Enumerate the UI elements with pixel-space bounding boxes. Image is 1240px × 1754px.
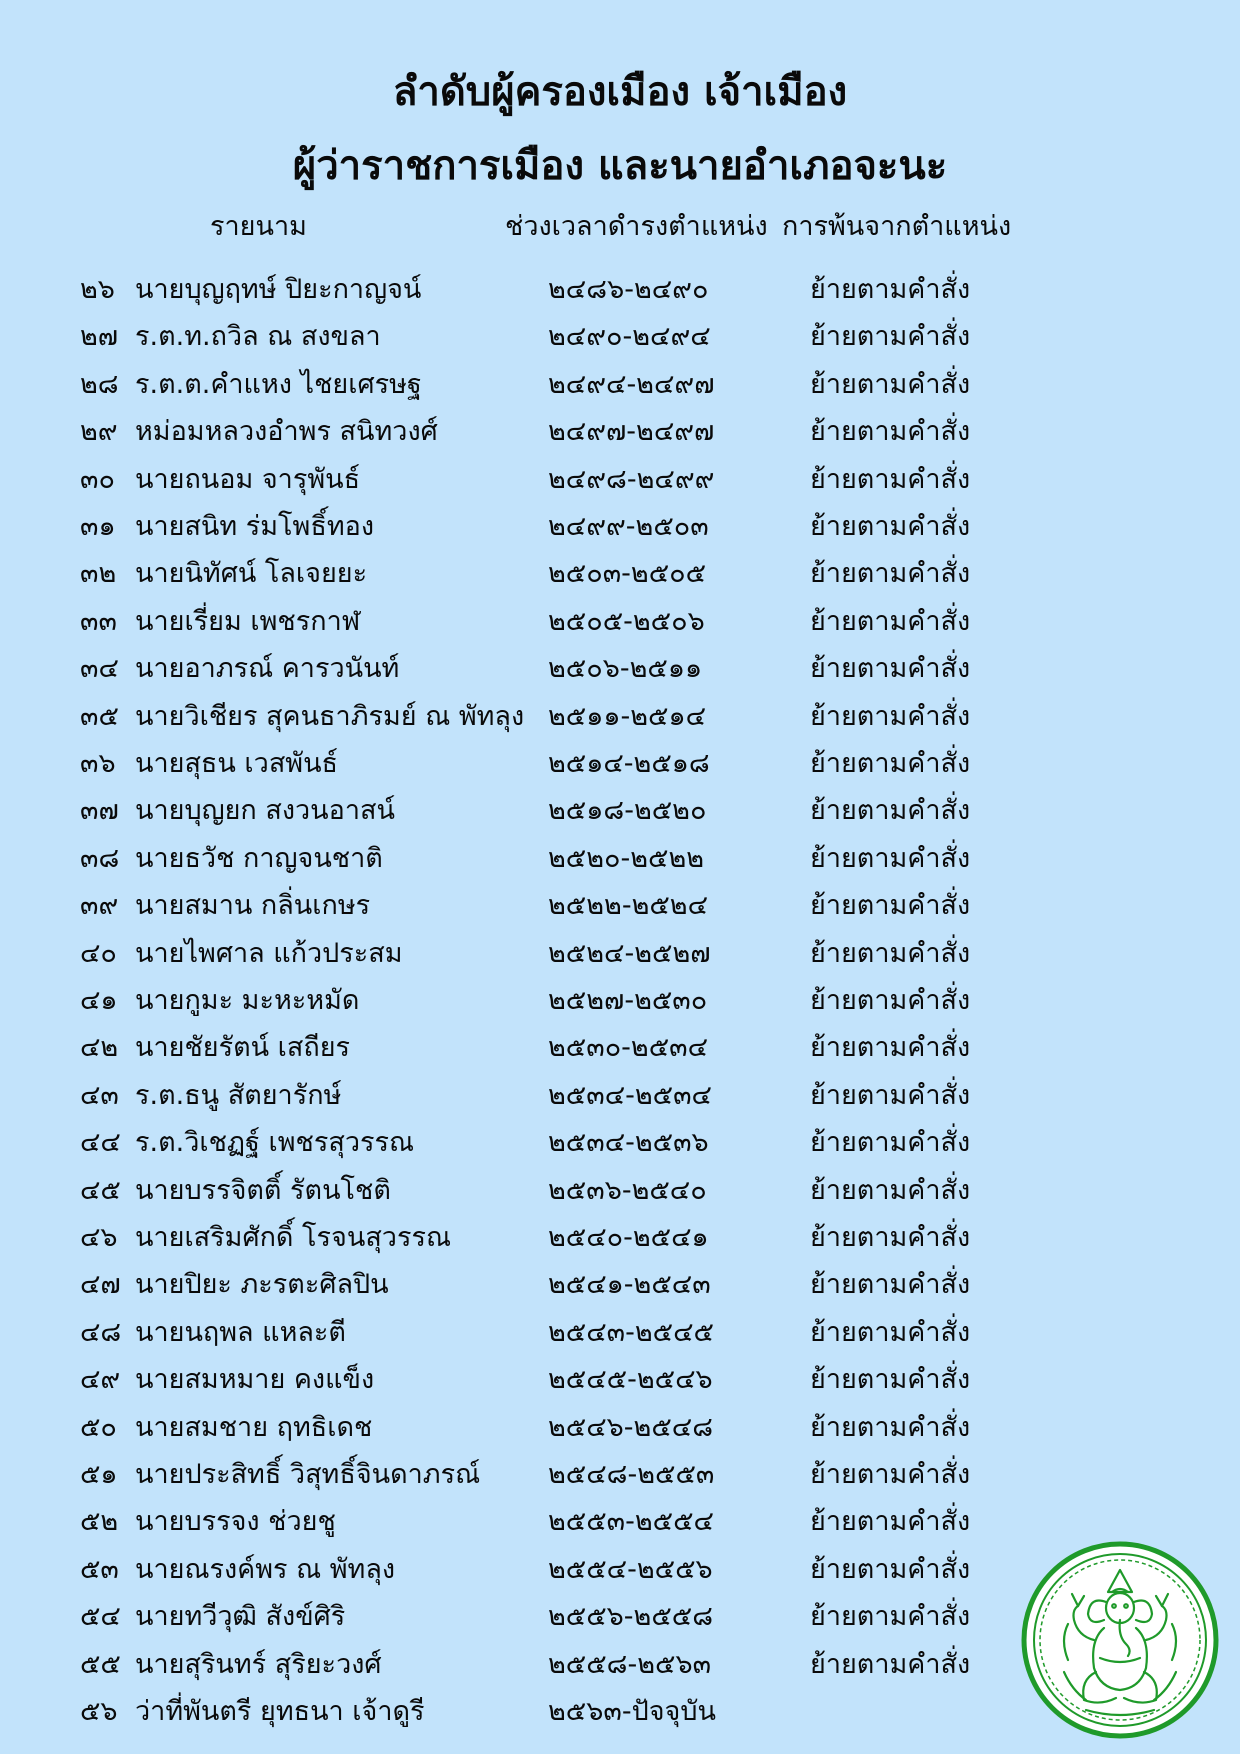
official-name: นายกูมะ มะหะหมัด bbox=[135, 985, 360, 1016]
end-reason: ย้ายตามคำสั่ง bbox=[810, 748, 971, 779]
official-name: นายสมาน กลิ่นเกษร bbox=[135, 890, 371, 922]
list-item bbox=[0, 1313, 1240, 1353]
row-number: ๕๕ bbox=[80, 1648, 121, 1680]
row-number: ๔๙ bbox=[80, 1364, 121, 1396]
row-number: ๓๓ bbox=[80, 605, 117, 637]
end-reason: ย้ายตามคำสั่ง bbox=[810, 558, 971, 590]
official-name: นายชัยรัตน์ เสถียร bbox=[135, 1032, 351, 1064]
list-item bbox=[0, 554, 1240, 594]
row-number: ๒๙ bbox=[80, 416, 118, 448]
list-item bbox=[0, 507, 1240, 547]
column-header-name: รายนาม bbox=[210, 211, 307, 242]
official-name: นายปิยะ ภะรตะศิลปิน bbox=[135, 1269, 389, 1301]
official-name: นายเรี่ยม เพชรกาฬ bbox=[135, 605, 361, 637]
end-reason: ย้ายตามคำสั่ง bbox=[810, 1411, 971, 1443]
official-name: ร.ต.ต.คำแหง ไชยเศรษฐ bbox=[135, 368, 422, 400]
term-period: ๒๕๓๔-๒๕๓๔ bbox=[548, 1079, 712, 1111]
official-name: นายวิเชียร สุคนธาภิรมย์ ณ พัทลุง bbox=[135, 700, 525, 732]
term-period: ๒๕๔๘-๒๕๕๓ bbox=[548, 1459, 715, 1490]
page-title-line-1: ลำดับผู้ครองเมือง เจ้าเมือง bbox=[392, 69, 848, 115]
list-item bbox=[0, 1455, 1240, 1495]
end-reason: ย้ายตามคำสั่ง bbox=[810, 795, 971, 827]
term-period: ๒๕๕๓-๒๕๕๔ bbox=[548, 1506, 714, 1538]
term-period: ๒๕๔๑-๒๕๔๓ bbox=[548, 1269, 711, 1301]
end-reason: ย้ายตามคำสั่ง bbox=[810, 605, 971, 637]
row-number: ๔๖ bbox=[80, 1222, 118, 1253]
term-period: ๒๕๒๐-๒๕๒๒ bbox=[548, 842, 705, 874]
term-period: ๒๕๑๑-๒๕๑๔ bbox=[548, 700, 707, 732]
list-item bbox=[0, 697, 1240, 737]
row-number: ๕๑ bbox=[80, 1459, 118, 1490]
term-period: ๒๕๓๔-๒๕๓๖ bbox=[548, 1127, 709, 1159]
list-item bbox=[0, 365, 1240, 405]
official-name: ร.ต.ท.ถวิล ณ สงขลา bbox=[135, 321, 381, 353]
official-name: นายบรรจง ช่วยชู bbox=[135, 1506, 336, 1538]
list-item bbox=[0, 1123, 1240, 1163]
end-reason: ย้ายตามคำสั่ง bbox=[810, 700, 971, 732]
end-reason: ย้ายตามคำสั่ง bbox=[810, 416, 971, 448]
official-name: นายนิทัศน์ โลเจยยะ bbox=[135, 558, 368, 590]
list-item bbox=[0, 1502, 1240, 1542]
term-period: ๒๔๘๖-๒๔๙๐ bbox=[548, 274, 709, 305]
term-period: ๒๕๕๖-๒๕๕๘ bbox=[548, 1601, 714, 1633]
row-number: ๔๔ bbox=[80, 1127, 121, 1159]
row-number: ๔๑ bbox=[80, 985, 118, 1016]
term-period: ๒๕๖๓-ปัจจุบัน bbox=[548, 1696, 716, 1727]
term-period: ๒๕๔๕-๒๕๔๖ bbox=[548, 1364, 713, 1396]
column-header-period: ช่วงเวลาดำรงตำแหน่ง bbox=[505, 211, 768, 242]
official-name: นายบุญยก สงวนอาสน์ bbox=[135, 795, 395, 827]
official-name: นายไพศาล แก้วประสม bbox=[135, 937, 403, 969]
official-name: ว่าที่พันตรี ยุทธนา เจ้าดูรี bbox=[135, 1696, 425, 1727]
end-reason: ย้ายตามคำสั่ง bbox=[810, 1222, 971, 1253]
row-number: ๕๐ bbox=[80, 1411, 117, 1443]
list-item bbox=[0, 270, 1240, 310]
official-name: นายสุรินทร์ สุริยะวงศ์ bbox=[135, 1648, 382, 1680]
end-reason: ย้ายตามคำสั่ง bbox=[810, 274, 971, 305]
end-reason: ย้ายตามคำสั่ง bbox=[810, 1079, 971, 1111]
official-name: นายสนิท ร่มโพธิ์ทอง bbox=[135, 511, 375, 542]
row-number: ๒๖ bbox=[80, 274, 115, 305]
list-item bbox=[0, 412, 1240, 452]
row-number: ๔๗ bbox=[80, 1269, 121, 1301]
page-title-line-2: ผู้ว่าราชการเมือง และนายอำเภอจะนะ bbox=[292, 143, 948, 189]
row-number: ๓๒ bbox=[80, 558, 117, 590]
row-number: ๕๖ bbox=[80, 1696, 118, 1727]
official-name: นายบรรจิตติ์ รัตนโชติ bbox=[135, 1174, 391, 1206]
end-reason: ย้ายตามคำสั่ง bbox=[810, 511, 971, 542]
end-reason: ย้ายตามคำสั่ง bbox=[810, 321, 971, 353]
end-reason: ย้ายตามคำสั่ง bbox=[810, 842, 971, 874]
list-item bbox=[0, 1028, 1240, 1068]
row-number: ๓๕ bbox=[80, 700, 119, 732]
list-item bbox=[0, 886, 1240, 926]
official-name: ร.ต.วิเชฏฐ์ เพชรสุวรรณ bbox=[135, 1127, 415, 1159]
term-period: ๒๕๓๖-๒๕๔๐ bbox=[548, 1174, 707, 1206]
row-number: ๔๓ bbox=[80, 1079, 119, 1111]
end-reason: ย้ายตามคำสั่ง bbox=[810, 1032, 971, 1064]
official-name: นายบุญฤทษ์ ปิยะกาญจน์ bbox=[135, 274, 422, 305]
row-number: ๓๐ bbox=[80, 463, 115, 495]
row-number: ๒๘ bbox=[80, 368, 119, 400]
term-period: ๒๔๙๗-๒๔๙๗ bbox=[548, 416, 715, 448]
term-period: ๒๕๒๔-๒๕๒๗ bbox=[548, 937, 711, 969]
official-name: นายณรงค์พร ณ พัทลุง bbox=[135, 1553, 396, 1585]
list-item bbox=[0, 317, 1240, 357]
row-number: ๕๒ bbox=[80, 1506, 119, 1538]
end-reason: ย้ายตามคำสั่ง bbox=[810, 1601, 971, 1633]
end-reason: ย้ายตามคำสั่ง bbox=[810, 1459, 971, 1490]
list-item bbox=[0, 839, 1240, 879]
term-period: ๒๕๔๐-๒๕๔๑ bbox=[548, 1222, 709, 1253]
list-item bbox=[0, 1265, 1240, 1305]
list-item bbox=[0, 934, 1240, 974]
term-period: ๒๔๙๐-๒๔๙๔ bbox=[548, 321, 711, 353]
official-name: นายสุธน เวสพันธ์ bbox=[135, 748, 339, 779]
term-period: ๒๕๒๒-๒๕๒๔ bbox=[548, 890, 709, 922]
end-reason: ย้ายตามคำสั่ง bbox=[810, 1506, 971, 1538]
official-name: นายสมชาย ฤทธิเดช bbox=[135, 1411, 373, 1443]
term-period: ๒๔๙๙-๒๕๐๓ bbox=[548, 511, 709, 542]
list-item bbox=[0, 460, 1240, 500]
list-item bbox=[0, 981, 1240, 1021]
official-name: นายทวีวุฒิ สังข์ศิริ bbox=[135, 1601, 346, 1633]
row-number: ๔๕ bbox=[80, 1174, 121, 1206]
official-name: นายถนอม จารุพันธ์ bbox=[135, 463, 361, 495]
term-period: ๒๕๔๓-๒๕๔๕ bbox=[548, 1316, 714, 1348]
term-period: ๒๕๑๘-๒๕๒๐ bbox=[548, 795, 707, 827]
term-period: ๒๕๐๕-๒๕๐๖ bbox=[548, 605, 705, 637]
end-reason: ย้ายตามคำสั่ง bbox=[810, 653, 971, 685]
end-reason: ย้ายตามคำสั่ง bbox=[810, 368, 971, 400]
end-reason: ย้ายตามคำสั่ง bbox=[810, 890, 971, 922]
official-name: ร.ต.ธนู สัตยารักษ์ bbox=[135, 1079, 342, 1111]
end-reason: ย้ายตามคำสั่ง bbox=[810, 463, 971, 495]
ganesha-seal-icon bbox=[1020, 1540, 1220, 1740]
end-reason: ย้ายตามคำสั่ง bbox=[810, 1553, 971, 1585]
end-reason: ย้ายตามคำสั่ง bbox=[810, 1648, 971, 1680]
term-period: ๒๕๐๖-๒๕๑๑ bbox=[548, 653, 703, 685]
row-number: ๓๔ bbox=[80, 653, 119, 685]
row-number: ๔๒ bbox=[80, 1032, 119, 1064]
list-item bbox=[0, 791, 1240, 831]
row-number: ๕๓ bbox=[80, 1553, 119, 1585]
list-item bbox=[0, 649, 1240, 689]
official-name: นายสมหมาย คงแข็ง bbox=[135, 1364, 375, 1396]
row-number: ๕๔ bbox=[80, 1601, 121, 1633]
end-reason: ย้ายตามคำสั่ง bbox=[810, 1269, 971, 1301]
term-period: ๒๔๙๘-๒๔๙๙ bbox=[548, 463, 715, 495]
term-period: ๒๕๔๖-๒๕๔๘ bbox=[548, 1411, 714, 1443]
row-number: ๓๖ bbox=[80, 748, 116, 779]
official-name: นายนฤพล แหละตี bbox=[135, 1316, 346, 1348]
column-header-end: การพ้นจากตำแหน่ง bbox=[782, 211, 1012, 242]
end-reason: ย้ายตามคำสั่ง bbox=[810, 1364, 971, 1396]
official-name: หม่อมหลวงอำพร สนิทวงศ์ bbox=[135, 416, 438, 448]
row-number: ๒๗ bbox=[80, 321, 119, 353]
list-item bbox=[0, 1408, 1240, 1448]
row-number: ๓๗ bbox=[80, 795, 119, 827]
end-reason: ย้ายตามคำสั่ง bbox=[810, 1174, 971, 1206]
term-period: ๒๕๕๔-๒๕๕๖ bbox=[548, 1553, 713, 1585]
official-name: นายประสิทธิ์ วิสุทธิ์จินดาภรณ์ bbox=[135, 1459, 481, 1490]
end-reason: ย้ายตามคำสั่ง bbox=[810, 985, 971, 1016]
end-reason: ย้ายตามคำสั่ง bbox=[810, 1127, 971, 1159]
end-reason: ย้ายตามคำสั่ง bbox=[810, 937, 971, 969]
row-number: ๔๘ bbox=[80, 1316, 122, 1348]
list-item bbox=[0, 1218, 1240, 1258]
term-period: ๒๕๓๐-๒๕๓๔ bbox=[548, 1032, 709, 1064]
list-item bbox=[0, 1076, 1240, 1116]
end-reason: ย้ายตามคำสั่ง bbox=[810, 1316, 971, 1348]
term-period: ๒๕๕๘-๒๕๖๓ bbox=[548, 1648, 712, 1680]
row-number: ๓๙ bbox=[80, 890, 119, 922]
list-item bbox=[0, 744, 1240, 784]
term-period: ๒๕๐๓-๒๕๐๕ bbox=[548, 558, 707, 590]
official-name: นายอาภรณ์ คารวนันท์ bbox=[135, 653, 400, 685]
row-number: ๓๘ bbox=[80, 842, 120, 874]
term-period: ๒๔๙๔-๒๔๙๗ bbox=[548, 368, 715, 400]
list-item bbox=[0, 1360, 1240, 1400]
row-number: ๓๑ bbox=[80, 511, 116, 542]
term-period: ๒๕๒๗-๒๕๓๐ bbox=[548, 985, 708, 1016]
list-item bbox=[0, 602, 1240, 642]
official-name: นายธวัช กาญจนชาติ bbox=[135, 842, 383, 874]
row-number: ๔๐ bbox=[80, 937, 117, 969]
term-period: ๒๕๑๔-๒๕๑๘ bbox=[548, 748, 710, 779]
official-name: นายเสริมศักดิ์ โรจนสุวรรณ bbox=[135, 1222, 452, 1253]
list-item bbox=[0, 1171, 1240, 1211]
